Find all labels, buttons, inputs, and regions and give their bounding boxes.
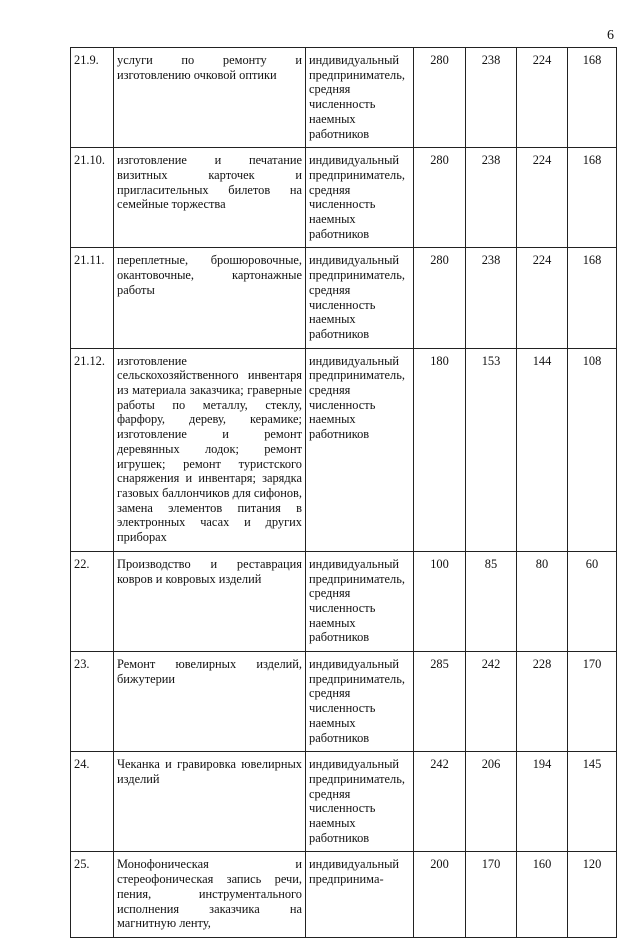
table-row <box>71 852 617 938</box>
service-description: переплетные, брошюровочные, окантовочные, картонажные работы <box>114 248 306 348</box>
value-cell-1: 285 <box>414 652 466 752</box>
service-description: изготовление и печатание визитных карточек и пригласительных билетов на семейные торжества <box>114 148 306 248</box>
value-cell-2: 238 <box>466 248 517 348</box>
value-cell-1: 280 <box>414 48 466 148</box>
value-cell-3: 144 <box>517 348 568 551</box>
value-cell-4: 108 <box>568 348 617 551</box>
value-cell-2: 206 <box>466 752 517 852</box>
value-cell-4: 120 <box>568 852 617 938</box>
row-number: 21.11. <box>71 248 114 348</box>
row-number: 21.10. <box>71 148 114 248</box>
basis-indicator: индивидуальный предприниматель, средняя численность наемных работников <box>306 248 414 348</box>
row-number: 22. <box>71 551 114 651</box>
value-cell-2: 238 <box>466 48 517 148</box>
value-cell-3: 224 <box>517 148 568 248</box>
basis-indicator: индивидуальный предприниматель, средняя численность наемных работников <box>306 48 414 148</box>
service-description: Чеканка и гравировка ювелирных изделий <box>114 752 306 852</box>
value-cell-1: 200 <box>414 852 466 938</box>
value-cell-2: 170 <box>466 852 517 938</box>
basis-indicator: индивидуальный предприниматель, средняя численность наемных работников <box>306 148 414 248</box>
value-cell-2: 153 <box>466 348 517 551</box>
service-description: изготовление сельскохозяйственного инвентаря из материала заказчика; граверные работы по металлу, стеклу, фарфору, дереву, керамике; изготовление и ремонт деревянных лодок; ремонт игрушек; ремонт туристского снаряжения и инвентаря; зарядка газовых баллончиков для сифонов, замена элементов питания в электронных часах и других приборах <box>114 348 306 551</box>
value-cell-4: 145 <box>568 752 617 852</box>
value-cell-1: 280 <box>414 148 466 248</box>
basis-indicator: индивидуальный предприниматель, средняя численность наемных работников <box>306 348 414 551</box>
table-row <box>71 148 617 248</box>
value-cell-4: 168 <box>568 148 617 248</box>
table-row <box>71 652 617 752</box>
table-row <box>71 48 617 148</box>
value-cell-4: 168 <box>568 48 617 148</box>
value-cell-3: 160 <box>517 852 568 938</box>
table-row <box>71 752 617 852</box>
value-cell-3: 224 <box>517 48 568 148</box>
table-row <box>71 348 617 551</box>
tariff-table <box>70 47 617 938</box>
service-description: Производство и реставрация ковров и ковровых изделий <box>114 551 306 651</box>
value-cell-3: 228 <box>517 652 568 752</box>
table-row <box>71 551 617 651</box>
value-cell-4: 60 <box>568 551 617 651</box>
value-cell-1: 100 <box>414 551 466 651</box>
row-number: 24. <box>71 752 114 852</box>
row-number: 21.12. <box>71 348 114 551</box>
service-description: услуги по ремонту и изготовлению очковой оптики <box>114 48 306 148</box>
table-row <box>71 248 617 348</box>
value-cell-1: 280 <box>414 248 466 348</box>
basis-indicator: индивидуальный предприниматель, средняя численность наемных работников <box>306 551 414 651</box>
row-number: 25. <box>71 852 114 938</box>
row-number: 23. <box>71 652 114 752</box>
basis-indicator: индивидуальный предприниматель, средняя численность наемных работников <box>306 652 414 752</box>
page-number: 6 <box>607 28 614 43</box>
value-cell-2: 242 <box>466 652 517 752</box>
service-description: Монофоническая и стереофоническая запись речи, пения, инструментального исполнения заказчика на магнитную ленту, <box>114 852 306 938</box>
service-description: Ремонт ювелирных изделий, бижутерии <box>114 652 306 752</box>
value-cell-3: 194 <box>517 752 568 852</box>
value-cell-1: 242 <box>414 752 466 852</box>
basis-indicator: индивидуальный предприниматель, средняя численность наемных работников <box>306 752 414 852</box>
value-cell-3: 80 <box>517 551 568 651</box>
value-cell-3: 224 <box>517 248 568 348</box>
value-cell-4: 168 <box>568 248 617 348</box>
value-cell-4: 170 <box>568 652 617 752</box>
row-number: 21.9. <box>71 48 114 148</box>
value-cell-2: 238 <box>466 148 517 248</box>
value-cell-2: 85 <box>466 551 517 651</box>
value-cell-1: 180 <box>414 348 466 551</box>
basis-indicator: индивидуальный предпринима- <box>306 852 414 938</box>
